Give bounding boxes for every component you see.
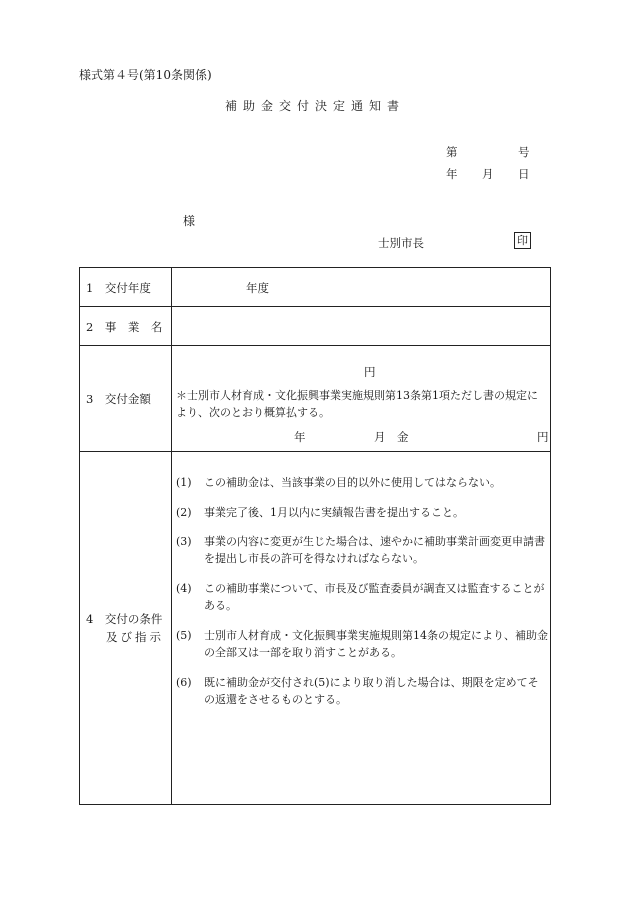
number-suffix: 号 (518, 145, 530, 159)
condition-item (176, 627, 548, 661)
row-divider (80, 345, 550, 346)
condition-number: (6) (176, 676, 192, 689)
document-title: 補助金交付決定通知書 (224, 99, 405, 113)
form-number: 様式第４号(第10条関係) (79, 68, 212, 82)
condition-number: (2) (176, 506, 192, 519)
condition-item (176, 580, 548, 614)
condition-number: (1) (176, 476, 192, 489)
date-day: 日 (518, 167, 530, 181)
issuer-name: 士別市長 (378, 236, 424, 250)
condition-text: 士別市人材育成・文化振興事業実施規則第14条の規定により、補助金の全部又は一部を取り消すことがある。 (204, 629, 548, 659)
grant-amount-yen: 円 (364, 365, 376, 379)
number-prefix: 第 (446, 145, 458, 159)
condition-number: (5) (176, 629, 192, 642)
row-divider (80, 306, 550, 307)
fiscal-year-value: 年度 (246, 281, 269, 295)
row-label-conditions-line2: 及び指示 (106, 630, 164, 644)
date-year: 年 (446, 167, 458, 181)
condition-item (176, 674, 548, 708)
schedule-yen: 円 (537, 430, 549, 444)
condition-number: (4) (176, 582, 192, 595)
addressee-suffix: 様 (183, 214, 196, 228)
column-divider (171, 268, 172, 804)
row-label-fiscal-year: 1 交付年度 (86, 281, 151, 295)
row-divider (80, 451, 550, 452)
schedule-month-amount: 月 金 (374, 430, 409, 444)
row-label-grant-amount: 3 交付金額 (86, 392, 151, 406)
advance-payment-note-line2: より、次のとおり概算払する。 (176, 406, 330, 419)
date-month: 月 (482, 167, 494, 181)
notice-table (79, 267, 551, 805)
advance-payment-note-line1: ＊士別市人材育成・文化振興事業実施規則第13条第1項ただし書の規定に (176, 389, 538, 402)
condition-text: 既に補助金が交付され(5)により取り消した場合は、期限を定めてその返還をさせるものとする。 (204, 676, 539, 706)
condition-item (176, 474, 548, 491)
condition-item (176, 504, 548, 521)
row-label-project-name: 2 事 業 名 (86, 320, 163, 334)
condition-text: この補助金は、当該事業の目的以外に使用してはならない。 (204, 476, 501, 489)
seal-mark: 印 (514, 232, 531, 249)
condition-number: (3) (176, 535, 192, 548)
schedule-year: 年 (294, 430, 306, 444)
condition-item (176, 533, 548, 567)
condition-text: この補助事業について、市長及び監査委員が調査又は監査することがある。 (204, 582, 545, 612)
row-label-conditions: 4 交付の条件 (86, 612, 163, 626)
condition-text: 事業の内容に変更が生じた場合は、速やかに補助事業計画変更申請書を提出し市長の許可を得なければならない。 (204, 535, 545, 565)
condition-text: 事業完了後、1月以内に実績報告書を提出すること。 (204, 506, 464, 519)
